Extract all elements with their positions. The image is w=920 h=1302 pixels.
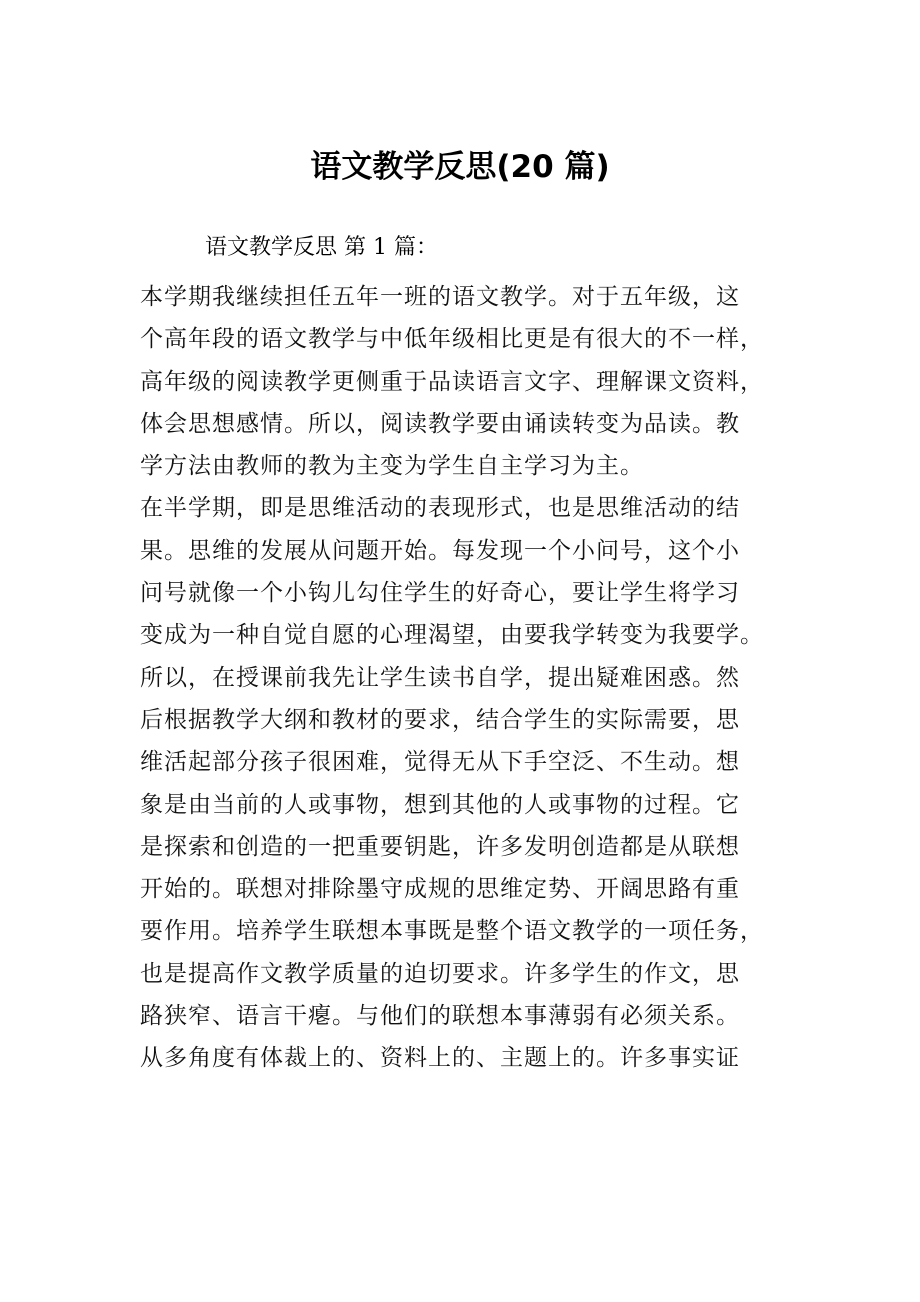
text-line: 开始的。联想对排除墨守成规的思维定势、开阔思路有重 (140, 876, 740, 903)
text-line: 个高年段的语文教学与中低年级相比更是有很大的不一样， (140, 326, 764, 353)
document-title: 语文教学反思(20 篇) (310, 149, 610, 185)
text-line: 高年级的阅读教学更侧重于品读语言文字、理解课文资料， (140, 368, 764, 395)
section-heading: 语文教学反思 第 1 篇： (205, 235, 438, 260)
text-line: 果。思维的发展从问题开始。每发现一个小问号，这个小 (140, 537, 740, 564)
text-line: 所以，在授课前我先让学生读书自学，提出疑难困惑。然 (140, 664, 740, 691)
text-line: 在半学期，即是思维活动的表现形式，也是思维活动的结 (140, 495, 740, 522)
text-line: 问号就像一个小钩儿勾住学生的好奇心，要让学生将学习 (140, 580, 740, 607)
text-line: 本学期我继续担任五年一班的语文教学。对于五年级，这 (140, 284, 740, 310)
text-line: 后根据教学大纲和教材的要求，结合学生的实际需要，思 (140, 706, 740, 733)
text-line: 变成为一种自觉自愿的心理渴望，由要我学转变为我要学。 (140, 622, 764, 649)
text-line: 路狭窄、语言干瘪。与他们的联想本事薄弱有必须关系。 (140, 1003, 740, 1030)
text-line: 体会思想感情。所以，阅读教学要由诵读转变为品读。教 (140, 410, 740, 437)
text-line: 维活起部分孩子很困难，觉得无从下手空泛、不生动。想 (140, 749, 740, 776)
text-line: 要作用。培养学生联想本事既是整个语文教学的一项任务， (140, 918, 764, 945)
body-text (140, 276, 790, 1080)
text-line: 也是提高作文教学质量的迫切要求。许多学生的作文，思 (140, 960, 740, 987)
text-line: 从多角度有体裁上的、资料上的、主题上的。许多事实证 (140, 1045, 740, 1072)
text-line: 象是由当前的人或事物，想到其他的人或事物的过程。它 (140, 791, 740, 818)
text-line: 是探索和创造的一把重要钥匙，许多发明创造都是从联想 (140, 833, 740, 860)
text-line: 学方法由教师的教为主变为学生自主学习为主。 (140, 453, 644, 480)
